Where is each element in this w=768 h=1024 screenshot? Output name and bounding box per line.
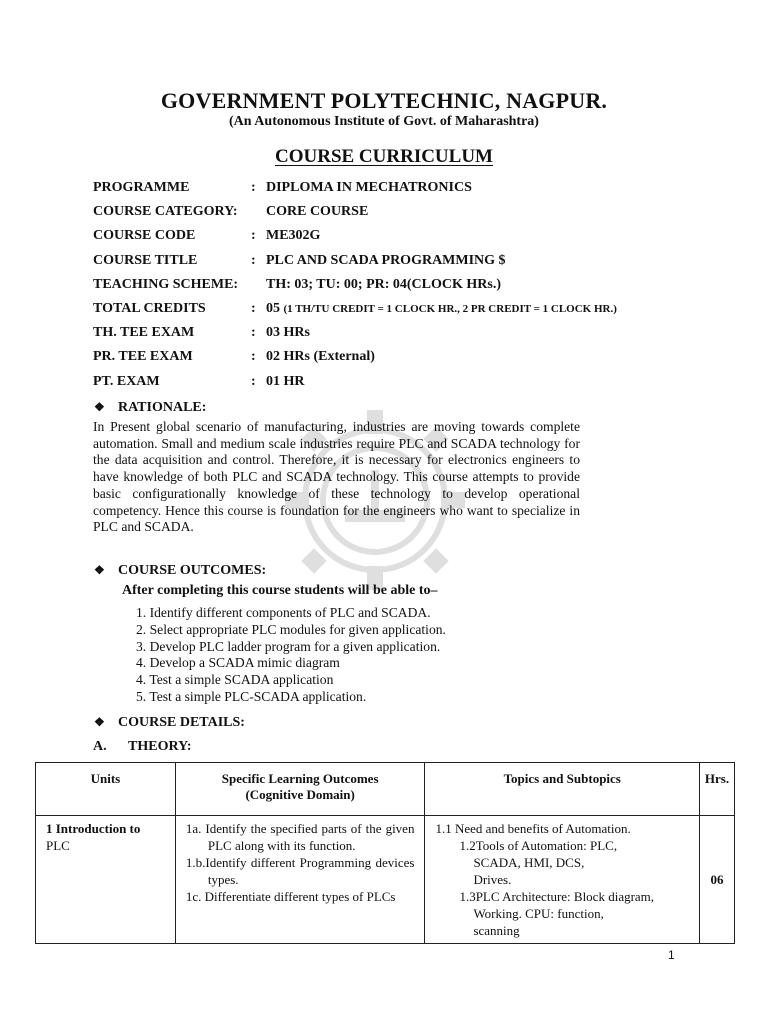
info-value: 02 HRs (External) [266, 349, 375, 365]
header-topics: Topics and Subtopics [425, 763, 700, 816]
header-slo [175, 763, 425, 816]
info-row-title [93, 253, 713, 277]
info-row-category [93, 204, 713, 228]
table-row [36, 816, 735, 944]
unit-cell [36, 816, 176, 944]
list-item: 4. Develop a SCADA mimic diagram [136, 655, 340, 671]
info-value: TH: 03; TU: 00; PR: 04(CLOCK HRs.) [266, 276, 502, 292]
theory-label: THEORY: [128, 739, 192, 754]
info-label: TH. TEE EXAM [93, 325, 195, 341]
info-row-scheme [93, 277, 713, 301]
info-row-pt-exam [93, 374, 713, 398]
document-title-text: COURSE CURRICULUM [275, 146, 493, 167]
list-item: 3. Develop PLC ladder program for a given application. [136, 638, 441, 654]
diamond-bullet-icon: ❖ [94, 715, 105, 729]
info-value: ME302G [266, 228, 321, 244]
info-label: COURSE CODE [93, 228, 196, 244]
topic-item: 1.1 Need and benefits of Automation. [435, 821, 631, 836]
info-label: COURSE TITLE [93, 252, 198, 268]
info-colon: : [251, 373, 256, 389]
info-label: TOTAL CREDITS [93, 300, 206, 316]
institute-name: GOVERNMENT POLYTECHNIC, NAGPUR. [160, 88, 608, 113]
info-value: 01 HR [266, 373, 305, 389]
details-heading [94, 715, 245, 731]
topic-item: Drives. [473, 872, 512, 887]
info-label: PR. TEE EXAM [93, 349, 193, 365]
info-label: COURSE CATEGORY: [93, 204, 238, 220]
rationale-text: In Present global scenario of manufacturing, industries are moving towards complete automation. Small and medium scale industries require PLC and SCADA technology for the data acquisition and control. Therefore, it is necessary for electronics engineers to have knowledge of both PLC and SCADA technology. This course attempts to provide basic configurationally knowledge of these technology to develop operational competency. Hence this course is foundation for the engineers who want to specialize in PLC and SCADA. [93, 419, 580, 535]
info-row-pr-tee [93, 349, 713, 373]
topic-item: 1.3PLC Architecture: Block diagram, [459, 889, 655, 904]
info-value [266, 301, 617, 317]
topic-item: 1.2Tools of Automation: PLC, [459, 838, 618, 853]
unit-title-rest: PLC [46, 838, 70, 853]
info-colon: : [251, 252, 256, 268]
topic-item: SCADA, HMI, DCS, [473, 855, 585, 870]
outcomes-heading [94, 563, 266, 579]
info-colon: : [251, 325, 256, 341]
list-item: 1. Identify different components of PLC and SCADA. [136, 605, 431, 620]
info-value: 03 HRs [266, 325, 310, 341]
slo-item: 1a. Identify the specified parts of the given PLC along with its function. [185, 821, 415, 853]
outcomes-list [136, 605, 446, 706]
list-item: 4. Test a simple SCADA application [136, 672, 334, 688]
info-value: CORE COURSE [266, 204, 369, 220]
document-title [0, 146, 768, 168]
theory-letter: A. [93, 739, 107, 754]
rationale-heading-text: RATIONALE: [118, 400, 207, 415]
institute-subtitle: (An Autonomous Institute of Govt. of Maharashtra) [229, 114, 539, 129]
header-slo-line2: (Cognitive Domain) [245, 787, 355, 802]
header-units: Units [36, 763, 176, 816]
slo-cell [175, 816, 425, 944]
info-colon: : [251, 180, 256, 195]
info-label: PT. EXAM [93, 373, 160, 389]
info-value: DIPLOMA IN MECHATRONICS [266, 180, 472, 195]
course-info [93, 180, 713, 398]
credits-note: (1 TH/TU CREDIT = 1 CLOCK HR., 2 PR CREDIT = 1 CLOCK HR.) [283, 302, 617, 315]
list-item: 5. Test a simple PLC-SCADA application. [136, 688, 367, 704]
hours-cell: 06 [699, 816, 734, 944]
theory-heading [93, 739, 192, 755]
info-colon: : [251, 228, 256, 244]
rationale-heading [94, 400, 206, 416]
diamond-bullet-icon: ❖ [94, 563, 105, 577]
outcomes-intro: After completing this course students will be able to– [122, 583, 438, 598]
info-row-code [93, 228, 713, 252]
list-item: 2. Select appropriate PLC modules for given application. [136, 621, 446, 637]
info-row-credits [93, 301, 713, 325]
topic-item: Working. CPU: function, [473, 906, 604, 921]
table-header-row [36, 763, 735, 816]
info-row-th-tee [93, 325, 713, 349]
info-colon: : [251, 300, 256, 316]
credits-value: 05 [266, 300, 280, 316]
slo-item: 1.b.Identify different Programming devices types. [185, 855, 415, 887]
diamond-bullet-icon: ❖ [94, 400, 105, 414]
header-hrs: Hrs. [699, 763, 734, 816]
page-number: 1 [668, 948, 675, 962]
slo-item: 1c. Differentiate different types of PLCs [185, 889, 396, 904]
info-label: TEACHING SCHEME: [93, 276, 239, 292]
info-row-programme [93, 180, 713, 204]
topic-item: scanning [473, 923, 520, 938]
header-slo-line1: Specific Learning Outcomes [221, 771, 379, 786]
info-label: PROGRAMME [93, 180, 190, 195]
theory-table [35, 762, 735, 944]
details-heading-text: COURSE DETAILS: [118, 715, 245, 730]
unit-title: 1 Introduction to [46, 821, 141, 836]
info-colon: : [251, 349, 256, 365]
topics-cell [425, 816, 700, 944]
info-value: PLC AND SCADA PROGRAMMING $ [266, 252, 506, 268]
outcomes-heading-text: COURSE OUTCOMES: [118, 563, 267, 578]
